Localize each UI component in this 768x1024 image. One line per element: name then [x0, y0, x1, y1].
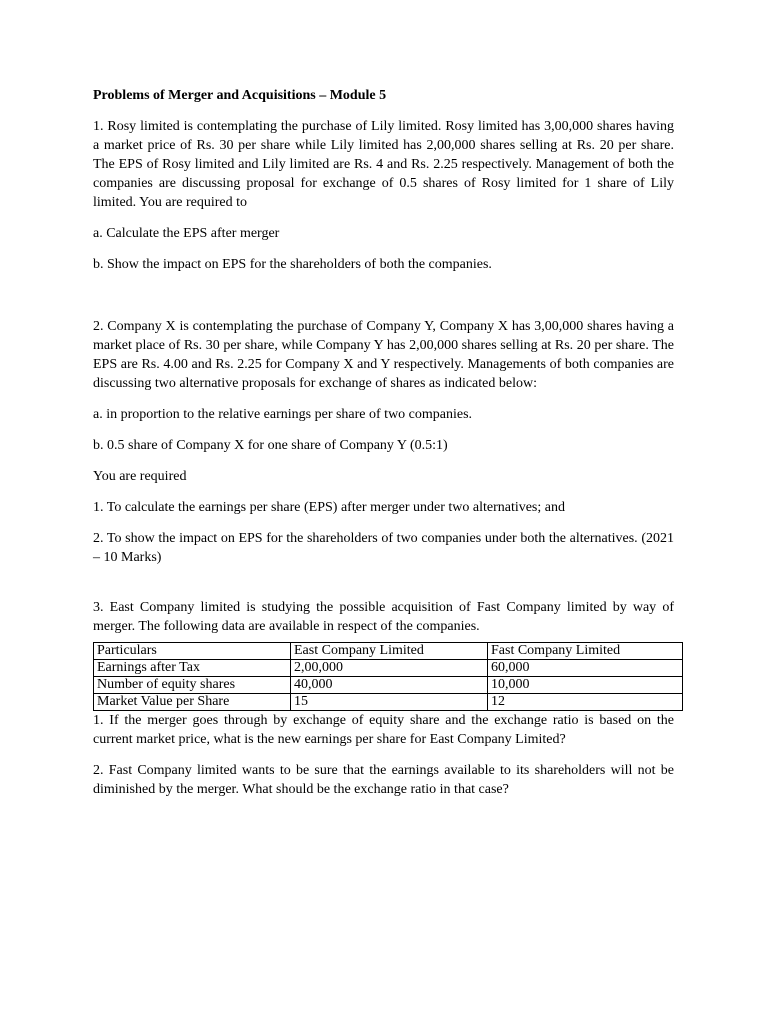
- problem-1-text: 1. Rosy limited is contemplating the purchase of Lily limited. Rosy limited has 3,00,000 shares having a market price of Rs. 30 per share while Lily limited has 2,00,000 shares selling at Rs. 20 per share. The EPS of Rosy limited and Lily limited are Rs. 4 and Rs. 2.25 respectively. Management of both the companies are discussing proposal for exchange of 0.5 shares of Rosy limited for 1 share of Lily limited. You are required to: [93, 119, 674, 210]
- problem-2-text: 2. Company X is contemplating the purchase of Company Y, Company X has 3,00,000 shares having a market place of Rs. 30 per share, while Company Y has 2,00,000 shares selling at Rs. 20 per share. The EPS are Rs. 4.00 and Rs. 2.25 for Company X and Y respectively. Managements of both companies are discussing two alternative proposals for exchange of shares as indicated below:: [93, 319, 674, 391]
- table-row: [94, 660, 683, 677]
- document-content: [93, 86, 674, 811]
- table-header-row: [94, 643, 683, 660]
- table-cell: Number of equity shares: [94, 677, 291, 694]
- table-cell: Earnings after Tax: [94, 660, 291, 677]
- document-title: Problems of Merger and Acquisitions – Module 5: [93, 88, 387, 103]
- table-row: [94, 677, 683, 694]
- table-cell: 12: [488, 694, 683, 711]
- table-row: [94, 694, 683, 711]
- company-data-table: [93, 642, 683, 711]
- table-cell: 60,000: [488, 660, 683, 677]
- problem-2-part-a: a. in proportion to the relative earnings per share of two companies.: [93, 407, 473, 422]
- problem-1-part-b: b. Show the impact on EPS for the shareholders of both the companies.: [93, 257, 492, 272]
- table-cell: 2,00,000: [291, 660, 488, 677]
- table-header-cell: Fast Company Limited: [488, 643, 683, 660]
- problem-3-question-2: 2. Fast Company limited wants to be sure that the earnings available to its shareholders will not be diminished by the merger. What should be the exchange ratio in that case?: [93, 763, 674, 797]
- problem-2-required: You are required: [93, 469, 187, 484]
- table-cell: 10,000: [488, 677, 683, 694]
- table-cell: 40,000: [291, 677, 488, 694]
- table-header-cell: East Company Limited: [291, 643, 488, 660]
- problem-2-requirement-2: 2. To show the impact on EPS for the shareholders of two companies under both the alternatives. (2021 – 10 Marks): [93, 531, 674, 565]
- table-cell: Market Value per Share: [94, 694, 291, 711]
- problem-1-part-a: a. Calculate the EPS after merger: [93, 226, 280, 241]
- problem-3-question-1: 1. If the merger goes through by exchange of equity share and the exchange ratio is based on the current market price, what is the new earnings per share for East Company Limited?: [93, 713, 674, 747]
- problem-2-part-b: b. 0.5 share of Company X for one share of Company Y (0.5:1): [93, 438, 448, 453]
- problem-2-requirement-1: 1. To calculate the earnings per share (EPS) after merger under two alternatives; and: [93, 500, 565, 515]
- problem-3-text: 3. East Company limited is studying the possible acquisition of Fast Company limited by way of merger. The following data are available in respect of the companies.: [93, 600, 674, 634]
- table-header-cell: Particulars: [94, 643, 291, 660]
- table-cell: 15: [291, 694, 488, 711]
